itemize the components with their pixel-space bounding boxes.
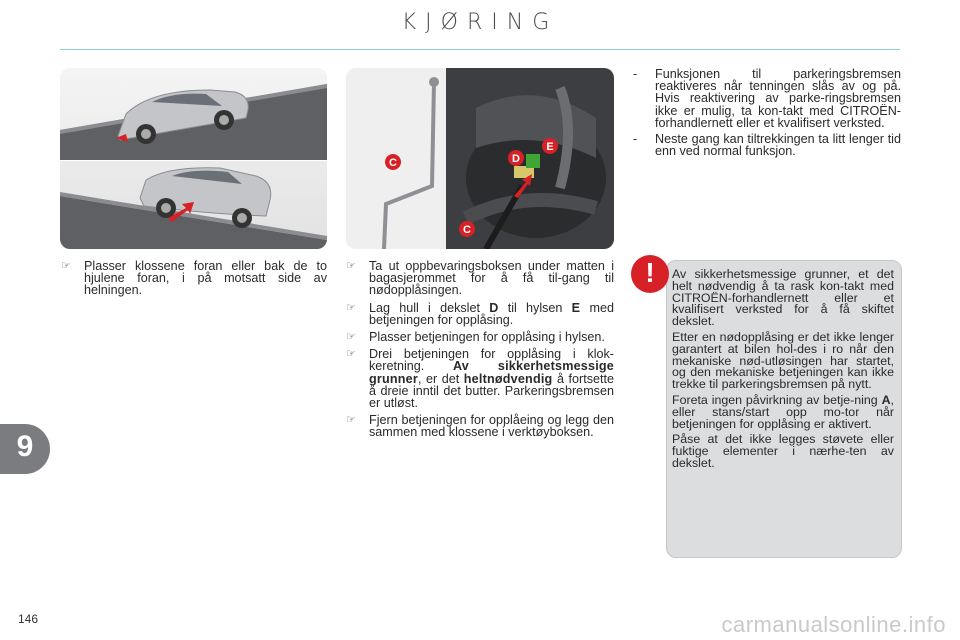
wheel-chocks-illustration xyxy=(60,68,327,249)
svg-text:E: E xyxy=(546,141,554,153)
column-2 xyxy=(346,260,614,444)
svg-text:C: C xyxy=(463,224,471,236)
release-tool-illustration xyxy=(346,68,614,249)
page-title: KJØRING xyxy=(401,10,559,35)
callout-d xyxy=(508,150,524,166)
instruction-bullet: ☞ Drei betjeningen for opplåsing i klok-keretning. Av sikkerhetsmessige grunner, er det heltnødvendig å fortsette å dreie inntil det butter. Parkeringsbremsen er utløst. xyxy=(346,347,614,411)
warning-icon: ! xyxy=(631,255,669,293)
instruction-bullet: ☞ Lag hull i dekslet D til hylsen E med betjeningen for opplåsing. xyxy=(346,300,614,327)
svg-text:D: D xyxy=(512,153,520,165)
callout-e xyxy=(542,138,558,154)
warning-paragraph: Påse at det ikke legges støvete eller fuktige elementer i nærhe-ten av dekslet. xyxy=(672,432,894,470)
header-rule xyxy=(60,49,900,50)
instruction-bullet: ☞ Plasser betjeningen for opplåsing i hylsen. xyxy=(346,330,605,345)
finger-pointer-icon: ☞ xyxy=(346,260,356,272)
callout-c-lower xyxy=(459,221,475,237)
chapter-tab: 9 xyxy=(0,424,50,474)
column-1 xyxy=(61,260,327,302)
warning-paragraph: Av sikkerhetsmessige grunner, et det helt nødvendig å ta rask kon-takt med CITROËN-forhandlernett eller et kvalifisert verksted for å få skiftet dekslet. xyxy=(672,267,894,329)
page-number: 146 xyxy=(18,612,39,626)
note-item: - Funksjonen til parkeringsbremsen reaktiveres når tenningen slås av og på. Hvis reaktivering av parke-ringsbremsen ikke er mulig, ta kon-takt med CITROËN-forhandlernett eller et kvalifisert verksted. xyxy=(633,67,901,130)
finger-pointer-icon: ☞ xyxy=(346,301,356,314)
svg-text:C: C xyxy=(389,157,397,169)
instruction-bullet: ☞ Plasser klossene foran eller bak de to hjulene foran, i på motsatt side av helningen. xyxy=(61,259,327,298)
warning-text xyxy=(672,269,894,474)
instruction-bullet: ☞ Ta ut oppbevaringsboksen under matten i bagasjerommet for å få til-gang til nødopplåsingen. xyxy=(346,259,614,298)
note-item: - Neste gang kan tiltrekkingen ta litt lenger tid enn ved normal funksjon. xyxy=(633,132,901,159)
finger-pointer-icon: ☞ xyxy=(61,260,71,272)
column-3 xyxy=(633,68,901,161)
warning-paragraph: Etter en nødopplåsing er det ikke lenger garantert at bilen hol-des i ro når den mekaniske nød-utløsingen har startet, og den mekaniske betjeningen kan ikke trekke til parkeringsbremsen på nytt. xyxy=(672,329,894,392)
warning-paragraph: Foreta ingen påvirkning av betje-ning A, eller stans/start opp mo-tor når betjeningen for opplåsing er aktivert. xyxy=(672,392,894,431)
instruction-bullet: ☞ Fjern betjeningen for opplåeing og legg den sammen med klossene i verktøyboksen. xyxy=(346,413,614,440)
callout-c-upper xyxy=(385,154,401,170)
finger-pointer-icon: ☞ xyxy=(346,331,356,344)
watermark: carmanualsonline.info xyxy=(721,612,946,637)
finger-pointer-icon: ☞ xyxy=(346,414,356,427)
finger-pointer-icon: ☞ xyxy=(346,348,356,361)
